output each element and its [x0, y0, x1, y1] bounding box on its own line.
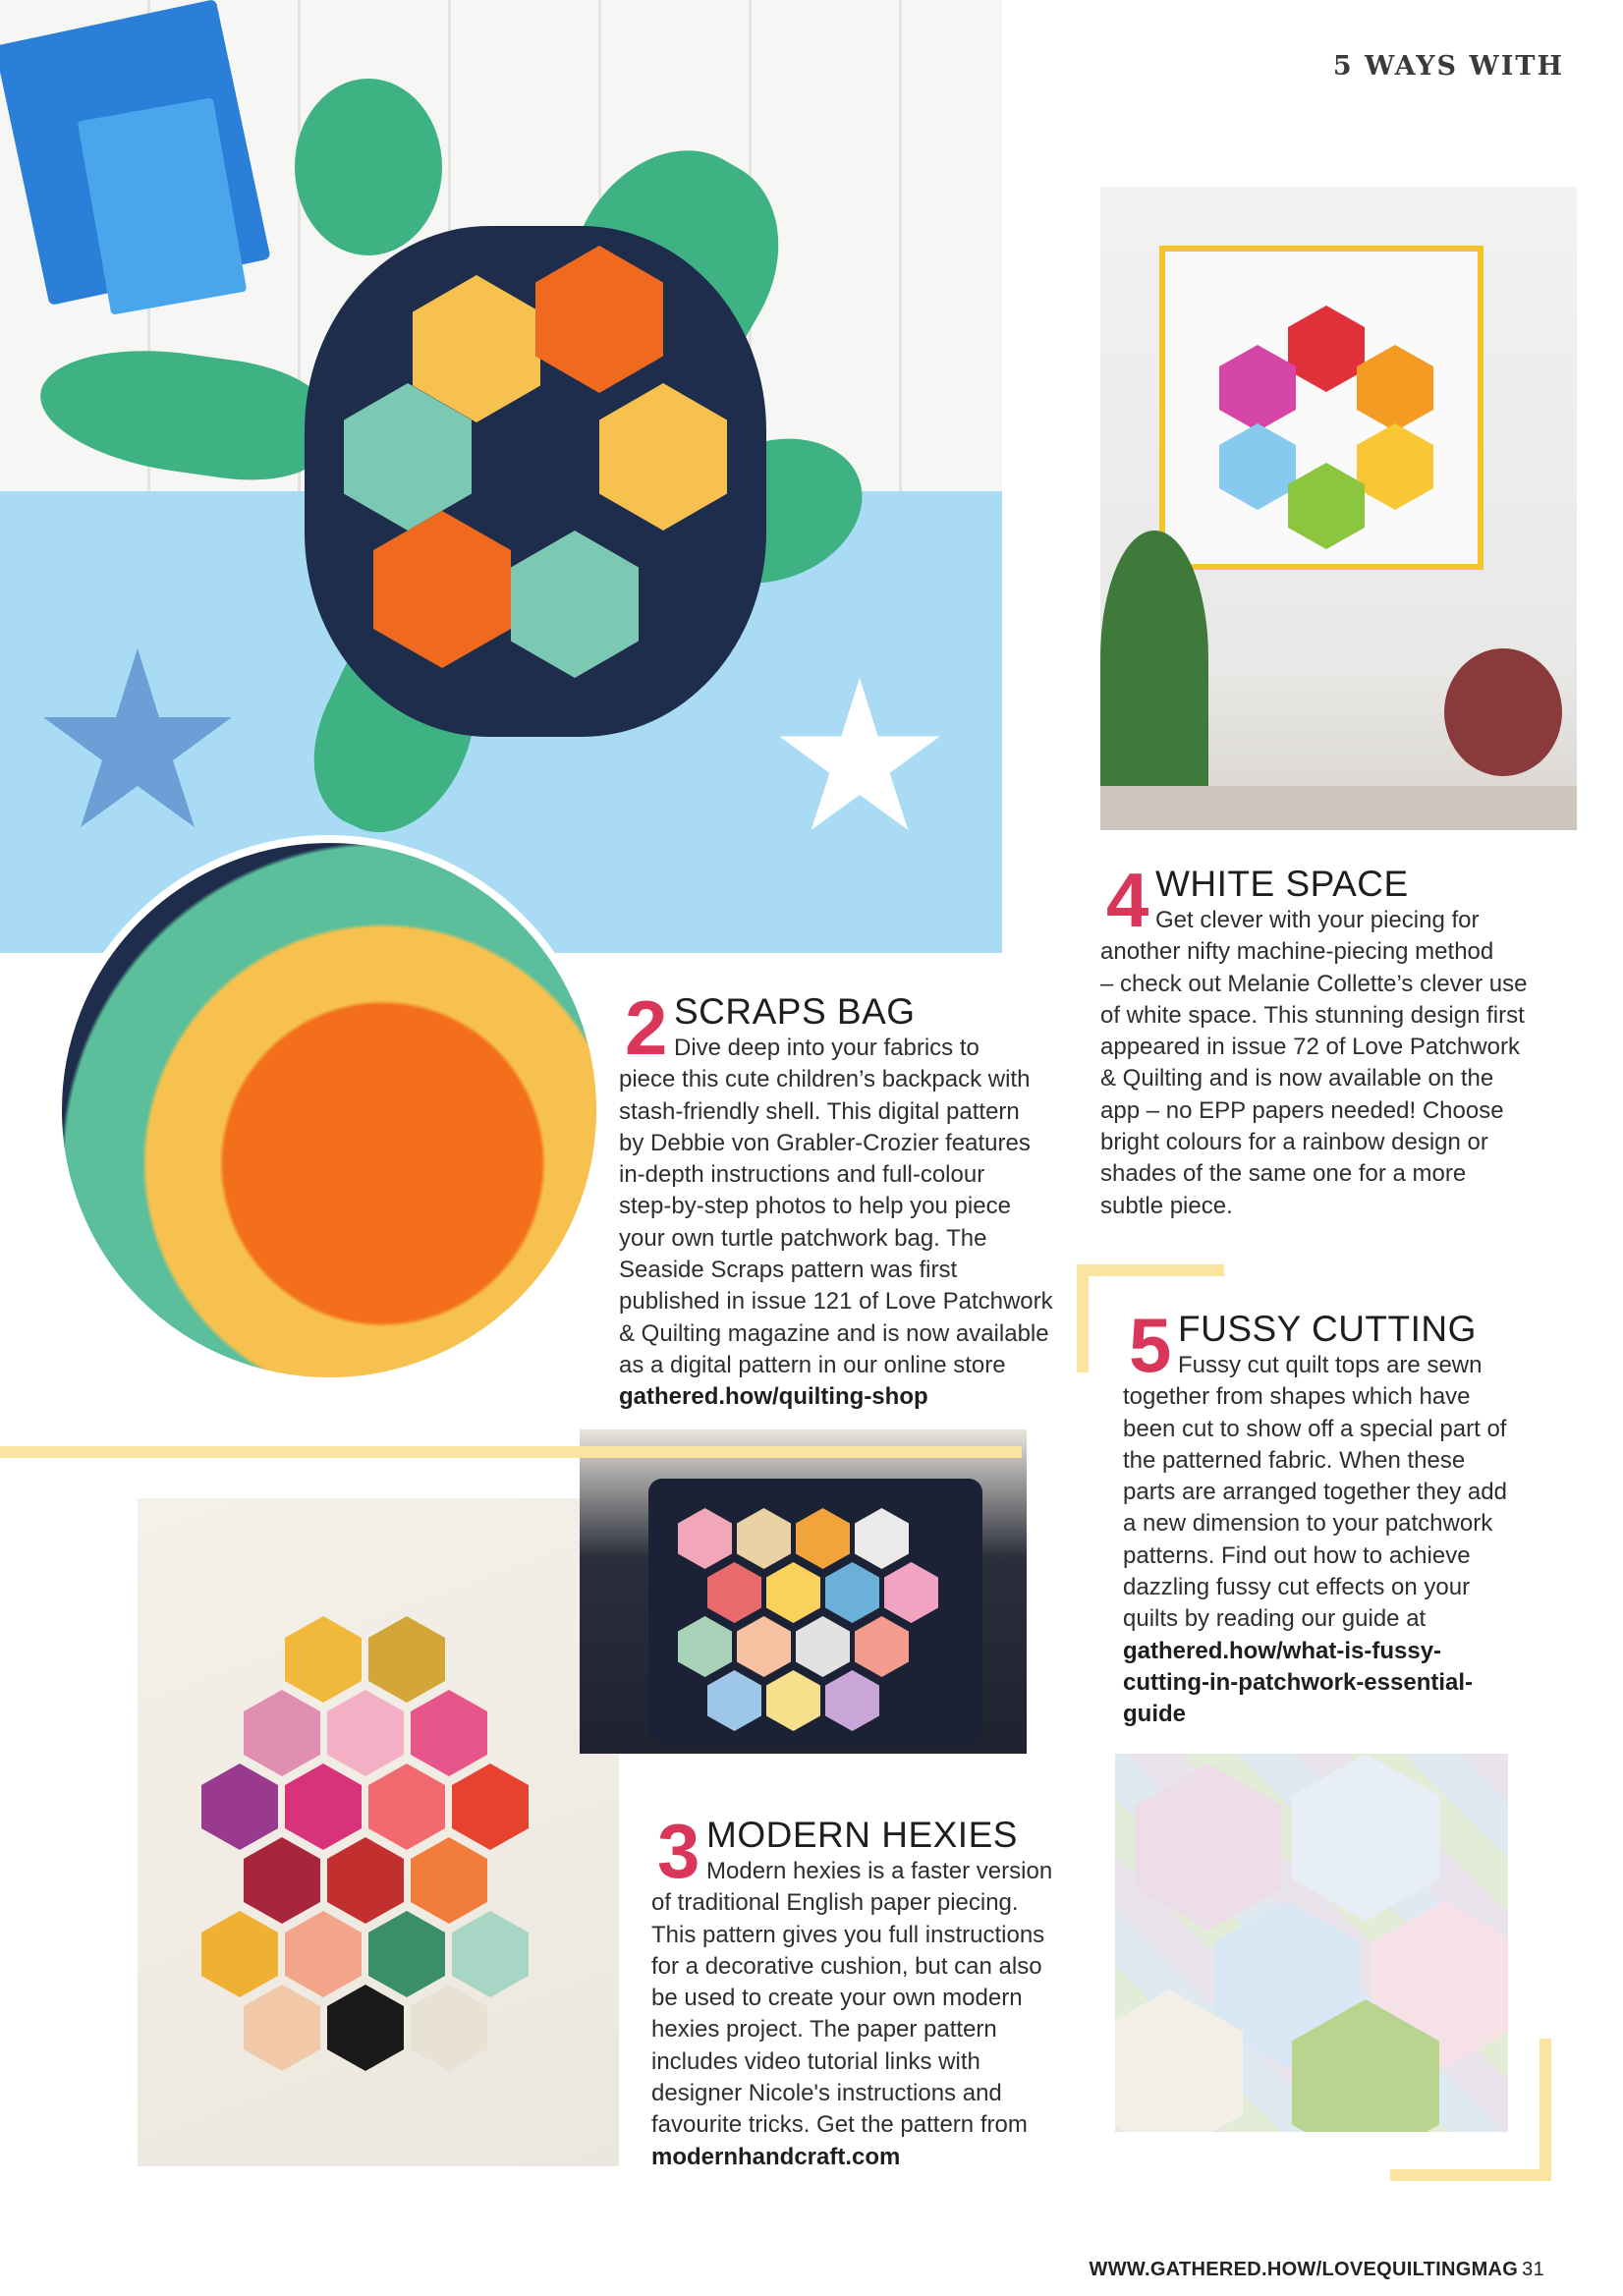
page-footer: [1090, 2259, 1544, 2281]
pattern-link[interactable]: modernhandcraft.com: [651, 2143, 901, 2170]
section-title: FUSSY CUTTING: [1178, 1309, 1477, 1349]
footer-url[interactable]: WWW.GATHERED.HOW/LOVEQUILTINGMAG: [1089, 2259, 1519, 2280]
section-header-tag: 5 WAYS WITH: [1332, 51, 1564, 82]
section-title: WHITE SPACE: [1155, 864, 1409, 904]
section-body: Dive deep into your fabrics to piece this cute children’s backpack with stash-friendly shell. This digital pattern by Debbie von Grabler-Crozier features in-depth instructions and full-colour step-by-step photos to help you piece your own turtle patchwork bag. The Seaside Scraps pattern was first published in issue 121 of Love Patchwork & Quilting magazine and is now available as a digital pattern in our online store gathered.how/quilting-shop: [619, 1033, 1061, 1414]
section-number: 2: [625, 984, 668, 1071]
section-modern-hexies: [651, 1808, 1084, 2173]
bag-closeup-circle-photo: [54, 835, 604, 1385]
guide-link-line-1[interactable]: gathered.how/what-is-fussy-: [1123, 1637, 1442, 1664]
section-number: 5: [1129, 1302, 1172, 1388]
section-scraps-bag: [619, 984, 1061, 1414]
accent-bracket-bottom-h: [1390, 2169, 1551, 2181]
turtle-backpack-photo: [0, 0, 1002, 953]
section-number: 4: [1106, 857, 1149, 943]
section-title: SCRAPS BAG: [674, 991, 916, 1032]
modern-hexies-cushion-photo: [138, 1498, 619, 2166]
fussy-cutting-quilt-photo: [1115, 1754, 1508, 2132]
section-white-space: [1100, 857, 1592, 1222]
shop-link[interactable]: gathered.how/quilting-shop: [619, 1383, 928, 1411]
section-number: 3: [657, 1808, 700, 1894]
accent-bar-left: [0, 1446, 1022, 1458]
section-body: Get clever with your piecing for another nifty machine-piecing method – check out Melanie Collette’s clever use of white space. This stunning design first appeared in issue 72 of Love Patchwork & Quilting and is now available on the app – no EPP papers needed! Choose bright colours for a rainbow design or shades of the same one for a more subtle piece.: [1100, 907, 1528, 1219]
section-body: Modern hexies is a faster version of traditional English paper piecing. This pattern gives you full instructions for a decorative cushion, but can also be used to create your own modern hexies project. The paper pattern includes video tutorial links with designer Nicole's instructions and favourite tricks. Get the pattern from modernhandcraft.com: [651, 1856, 1084, 2173]
section-title: MODERN HEXIES: [706, 1815, 1018, 1855]
section-body: Fussy cut quilt tops are sewn together from shapes which have been cut to show off a special part of the patterned fabric. When these parts are arranged together they add a new dimension to your patchwork patterns. Find out how to achieve dazzling fussy cut effects on your quilts by reading our guide at gathered.how/what-is-fussy- cutting-in-patchwork-essential- guide: [1123, 1350, 1565, 1731]
accent-bracket-top-h: [1077, 1264, 1224, 1276]
accent-bracket-bottom-v: [1539, 2039, 1551, 2181]
white-space-quilt-photo: [1100, 187, 1577, 830]
accent-bracket-top-v: [1077, 1264, 1089, 1372]
guide-link-line-3[interactable]: guide: [1123, 1701, 1186, 1728]
guide-link-line-2[interactable]: cutting-in-patchwork-essential-: [1123, 1668, 1474, 1696]
page-number: 31: [1522, 2259, 1544, 2280]
section-fussy-cutting: [1123, 1302, 1565, 1731]
hexie-cushion-dark-photo: [580, 1429, 1027, 1754]
